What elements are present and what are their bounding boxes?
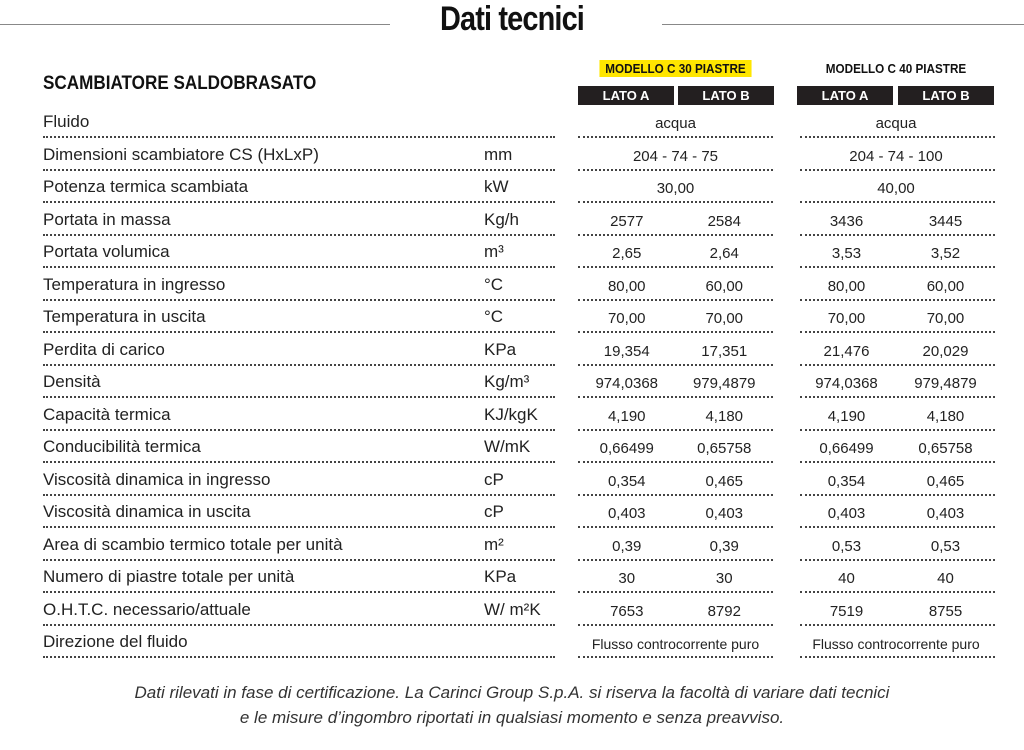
- cell-value-lato-b: 0,465: [705, 472, 744, 490]
- cell-value-lato-b: 2,64: [709, 245, 739, 262]
- model-c30-header: MODELLO C 30 PIASTRE: [588, 61, 764, 76]
- row-label: Fluido: [43, 112, 90, 131]
- row-unit: m²: [484, 534, 504, 554]
- cell-value-lato-b: 4,180: [705, 407, 744, 425]
- cell-value-lato-a: 974,0368: [595, 375, 659, 392]
- row-unit: °C: [484, 274, 504, 294]
- cell-value: acqua: [875, 115, 917, 132]
- row-label: Viscosità dinamica in ingresso: [43, 469, 271, 489]
- cell-value-lato-b: 0,65758: [918, 440, 973, 457]
- row-label: Direzione del fluido: [43, 632, 188, 651]
- c40-lato-b: LATO B: [898, 86, 994, 105]
- table-row: [0, 561, 1024, 593]
- cell-value-lato-b: 0,403: [705, 505, 744, 522]
- cell-value-lato-a: 21,476: [823, 342, 870, 360]
- cell-value-lato-a: 7519: [829, 602, 864, 620]
- table-row: [0, 106, 1024, 138]
- footnote-line: Dati rilevati in fase di certificazione. La Carinci Group S.p.A. si riserva la facoltà di variare dati tecnici: [134, 683, 890, 702]
- cell-value: 40,00: [877, 180, 915, 197]
- cell-value-lato-b: 0,39: [709, 537, 739, 555]
- cell-value-lato-a: 0,66499: [819, 440, 874, 457]
- cell-value: 30,00: [656, 180, 695, 197]
- row-label: Temperatura in ingresso: [43, 274, 226, 294]
- dotted-divider: [43, 656, 555, 658]
- table-row: [0, 139, 1024, 171]
- c40-lato-a: LATO A: [797, 86, 893, 105]
- cell-value-lato-b: 979,4879: [914, 375, 977, 392]
- cell-value-lato-b: 2584: [707, 212, 741, 230]
- table-row: [0, 464, 1024, 496]
- table-row: [0, 366, 1024, 398]
- cell-value-lato-b: 3,52: [930, 245, 961, 262]
- dotted-divider: [578, 656, 773, 658]
- row-unit: kW: [484, 177, 509, 196]
- cell-value-lato-a: 4,190: [827, 407, 866, 425]
- model-c40-header: MODELLO C 40 PIASTRE: [825, 61, 967, 76]
- table-row: [0, 204, 1024, 236]
- row-label: Dimensioni scambiatore CS (HxLxP): [43, 144, 319, 164]
- row-unit: cP: [484, 502, 504, 521]
- table-row: [0, 301, 1024, 333]
- cell-value-lato-b: 8792: [707, 602, 741, 620]
- section-title: SCAMBIATORE SALDOBRASATO: [43, 73, 317, 94]
- cell-value-lato-a: 3,53: [831, 245, 862, 262]
- row-unit: mm: [484, 144, 513, 164]
- cell-value-lato-a: 80,00: [607, 277, 646, 295]
- cell-value-lato-a: 2,65: [612, 245, 642, 262]
- cell-value-lato-a: 974,0368: [815, 375, 878, 392]
- row-label: Numero di piastre totale per unità: [43, 567, 295, 586]
- cell-value-lato-b: 0,53: [930, 537, 961, 555]
- row-label: Capacità termica: [43, 404, 171, 424]
- cell-value-lato-b: 30: [715, 570, 733, 587]
- cell-value-lato-b: 8755: [928, 602, 963, 620]
- row-unit: Kg/h: [484, 209, 519, 229]
- footnote: [0, 680, 1024, 730]
- cell-value-lato-a: 0,403: [827, 505, 866, 522]
- row-label: Portata in massa: [43, 209, 171, 229]
- footnote-line: e le misure d’ingombro riportati in qualsiasi momento e senza preavviso.: [239, 708, 785, 727]
- cell-value-lato-b: 60,00: [705, 277, 744, 295]
- cell-value-lato-b: 4,180: [926, 407, 965, 425]
- dotted-divider: [800, 656, 995, 658]
- cell-value-lato-a: 0,354: [607, 472, 646, 490]
- cell-value: 204 - 74 - 75: [632, 147, 719, 165]
- cell-value-lato-a: 30: [618, 570, 636, 587]
- row-unit: KPa: [484, 567, 517, 586]
- cell-value-lato-a: 0,39: [612, 537, 642, 555]
- c30-lato-a: LATO A: [578, 86, 674, 105]
- cell-value-lato-b: 40: [937, 570, 954, 587]
- cell-value-lato-b: 60,00: [926, 277, 965, 295]
- row-unit: Kg/m³: [484, 372, 530, 391]
- table-row: [0, 269, 1024, 301]
- row-label: Portata volumica: [43, 242, 170, 261]
- cell-value-lato-a: 40: [838, 570, 855, 587]
- cell-value-lato-a: 0,66499: [599, 440, 654, 457]
- cell-value-lato-a: 0,403: [607, 505, 646, 522]
- cell-value-lato-a: 0,354: [827, 472, 866, 490]
- cell-value-lato-a: 7653: [610, 602, 644, 620]
- row-unit: °C: [484, 307, 504, 326]
- cell-value-lato-b: 20,029: [922, 342, 969, 360]
- cell-value-lato-b: 3445: [928, 212, 963, 230]
- row-unit: W/ m²K: [484, 599, 541, 619]
- table-row: [0, 431, 1024, 463]
- row-unit: KJ/kgK: [484, 404, 538, 424]
- table-row: [0, 236, 1024, 268]
- table-row: [0, 334, 1024, 366]
- cell-value-lato-a: 80,00: [827, 277, 866, 295]
- cell-value-lato-b: 0,65758: [697, 440, 752, 457]
- row-label: Conducibilità termica: [43, 437, 201, 456]
- row-unit: cP: [484, 469, 504, 489]
- c30-lato-b: LATO B: [678, 86, 774, 105]
- table-row: [0, 496, 1024, 528]
- table-row: [0, 626, 1024, 658]
- row-label: Perdita di carico: [43, 339, 165, 359]
- table-row: [0, 171, 1024, 203]
- cell-value-lato-a: 4,190: [607, 407, 646, 425]
- row-label: Viscosità dinamica in uscita: [43, 502, 251, 521]
- cell-value-lato-b: 17,351: [701, 342, 748, 360]
- cell-value: Flusso controcorrente puro: [812, 636, 980, 652]
- cell-value-lato-b: 0,403: [926, 505, 965, 522]
- table-row: [0, 399, 1024, 431]
- row-label: Potenza termica scambiata: [43, 177, 249, 196]
- cell-value-lato-a: 3436: [829, 212, 864, 230]
- cell-value-lato-a: 19,354: [603, 342, 650, 360]
- row-label: Densità: [43, 372, 101, 391]
- cell-value-lato-a: 70,00: [827, 310, 866, 327]
- row-label: O.H.T.C. necessario/attuale: [43, 599, 251, 619]
- row-unit: m³: [484, 242, 504, 261]
- cell-value: 204 - 74 - 100: [849, 147, 943, 165]
- cell-value-lato-a: 70,00: [607, 310, 646, 327]
- cell-value-lato-b: 979,4879: [692, 375, 756, 392]
- table-row: [0, 594, 1024, 626]
- cell-value-lato-a: 0,53: [831, 537, 862, 555]
- row-label: Temperatura in uscita: [43, 307, 206, 326]
- cell-value-lato-b: 70,00: [705, 310, 744, 327]
- row-unit: KPa: [484, 339, 517, 359]
- cell-value: acqua: [655, 115, 696, 132]
- cell-value-lato-b: 0,465: [926, 472, 965, 490]
- row-label: Area di scambio termico totale per unità: [43, 534, 343, 554]
- cell-value-lato-b: 70,00: [926, 310, 965, 327]
- page-title: Dati tecnici: [440, 0, 584, 38]
- cell-value-lato-a: 2577: [610, 212, 644, 230]
- table-row: [0, 529, 1024, 561]
- cell-value: Flusso controcorrente puro: [591, 636, 760, 652]
- row-unit: W/mK: [484, 437, 531, 456]
